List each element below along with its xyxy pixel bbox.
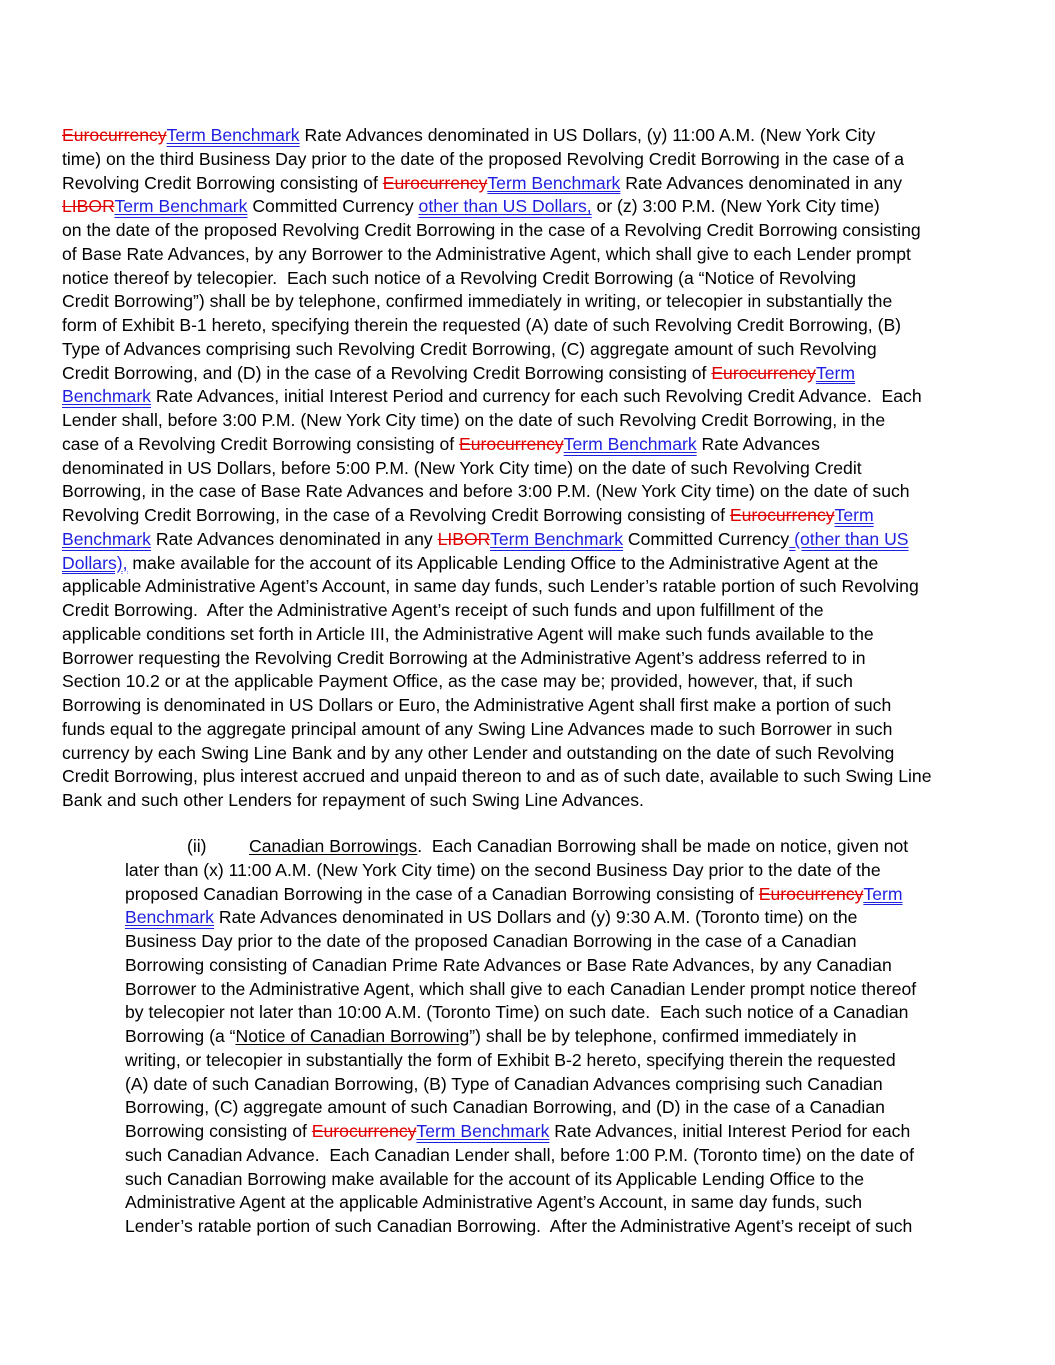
text-run: Administrative Agent at the applicable Administrative Agent’s Account, in same day funds, such [125,1192,863,1213]
deleted-text: LIBOR [437,528,491,549]
deleted-text: Eurocurrency [382,172,488,193]
underlined-heading: Notice of Canadian Borrowing [235,1026,470,1046]
text-run: such Canadian Advance. Each Canadian Lender shall, before 1:00 P.M. (Toronto time) on the date of [125,1144,914,1165]
inserted-text[interactable]: Term Benchmark [563,433,697,454]
text-run: of Base Rate Advances, by any Borrower to the Administrative Agent, which shall give to each Lender prompt [62,243,911,264]
text-line [125,1001,916,1025]
text-line [125,906,916,930]
text-line [62,718,931,742]
text-run: Lender shall, before 3:00 P.M. (New York City time) on the date of such Revolving Credit Borrowing, in the [62,410,886,430]
text-line [62,267,931,291]
text-line [125,1144,916,1168]
text-line [125,1215,916,1239]
inserted-text[interactable]: Term Benchmark [166,125,300,145]
inserted-text[interactable]: Term [863,883,903,904]
text-run: notice thereof by telecopier. Each such notice of a Revolving Credit Borrowing (a “Notice of Revolving [62,267,857,288]
inserted-text[interactable]: other than US Dollars, [418,196,592,217]
text-line [125,883,916,907]
text-run: Type of Advances comprising such Revolving Credit Borrowing, (C) aggregate amount of such Revolving [62,338,877,359]
text-run: (A) date of such Canadian Borrowing, (B) Type of Canadian Advances comprising such Canadian [125,1073,883,1094]
text-line [62,789,931,813]
text-line [125,954,916,978]
inserted-text[interactable]: Term [815,362,856,383]
text-run: writing, or telecopier in substantially the form of Exhibit B-2 hereto, specifying therein the requested [125,1049,896,1070]
text-line [62,765,931,789]
text-run: Rate Advances [696,433,820,454]
paragraph-revolving-credit-borrowing [62,124,931,813]
text-line [62,338,931,362]
text-line [62,148,931,172]
text-run: Lender’s ratable portion of such Canadian Borrowing. After the Administrative Agent’s receipt of such [125,1216,913,1236]
inserted-text[interactable]: Benchmark [125,907,214,928]
text-line [125,1096,916,1120]
text-line [62,623,931,647]
text-line [125,1168,916,1192]
text-line [62,647,931,671]
text-run: such Canadian Borrowing make available for the account of its Applicable Lending Office to the [125,1168,865,1189]
deleted-text: LIBOR [62,196,115,217]
text-run: Rate Advances, initial Interest Period for each [549,1121,911,1141]
text-run: Borrowing consisting of [125,1121,312,1141]
text-run: time) on the third Business Day prior to the date of the proposed Revolving Credit Borrowing in the case of a [62,148,905,169]
text-line [62,575,931,599]
text-run: case of a Revolving Credit Borrowing consisting of [62,433,460,454]
text-run: Borrowing, in the case of Base Rate Advances and before 3:00 P.M. (New York City time) on the date of such [62,481,910,502]
inserted-text[interactable]: (other than US [789,528,909,549]
text-run: Bank and such other Lenders for repayment of such Swing Line Advances. [62,790,644,810]
deleted-text: Eurocurrency [62,125,167,145]
text-run: Borrower requesting the Revolving Credit Borrowing at the Administrative Agent’s address referred to in [62,647,866,668]
text-line [62,742,931,766]
text-run: make available for the account of its Applicable Lending Office to the Administrative Agent at the [127,552,879,573]
text-run: Borrowing (a “ [125,1026,236,1046]
text-line [62,670,931,694]
text-run: Revolving Credit Borrowing consisting of [62,172,383,193]
text-run: by telecopier not later than 10:00 A.M. (Toronto Time) on such date. Each such notice of a Canadian [125,1002,909,1023]
text-line [125,930,916,954]
text-line [62,409,931,433]
text-run: Borrower to the Administrative Agent, which shall give to each Canadian Lender prompt notice thereof [125,978,917,999]
text-run: Credit Borrowing, and (D) in the case of a Revolving Credit Borrowing consisting of [62,362,712,383]
text-line [62,124,931,148]
text-line [62,195,931,219]
text-line [125,1073,916,1097]
underlined-heading: Canadian Borrowings [249,836,418,856]
deleted-text: Eurocurrency [459,433,564,454]
inserted-text[interactable]: Term Benchmark [114,196,248,217]
text-run: later than (x) 11:00 A.M. (New York City time) on the second Business Day prior to the date of the [125,859,881,880]
text-run: Rate Advances denominated in any [620,172,903,193]
text-line [62,385,931,409]
inserted-text[interactable]: Dollars), [62,552,128,573]
text-line [62,172,931,196]
text-line [62,599,931,623]
inserted-text[interactable]: Term Benchmark [490,528,624,549]
text-line [62,457,931,481]
text-run: Revolving Credit Borrowing, in the case of a Revolving Credit Borrowing consisting of [62,505,730,525]
deleted-text: Eurocurrency [311,1121,417,1141]
text-run: or (z) 3:00 P.M. (New York City time) [591,196,880,217]
text-line [125,1191,916,1215]
text-run: Credit Borrowing, plus interest accrued and unpaid thereon to and as of such date, available to such Swing Line [62,766,932,787]
text-line [62,243,931,267]
text-line [125,835,916,859]
text-run: Borrowing consisting of Canadian Prime Rate Advances or Base Rate Advances, by any Canadian [125,954,892,975]
inserted-text[interactable]: Benchmark [62,386,151,407]
deleted-text: Eurocurrency [758,883,864,904]
text-run: . Each Canadian Borrowing shall be made on notice, given not [417,836,909,856]
inserted-text[interactable]: Term Benchmark [487,172,621,193]
text-run: applicable conditions set forth in Article III, the Administrative Agent will make such funds available to the [62,623,874,644]
text-line [125,859,916,883]
text-run: currency by each Swing Line Bank and by any other Lender and outstanding on the date of such Revolving [62,742,895,763]
text-run: Rate Advances denominated in US Dollars and (y) 9:30 A.M. (Toronto time) on the [213,907,858,928]
text-run: form of Exhibit B-1 hereto, specifying therein the requested (A) date of such Revolving Credit Borrowing, (B) [62,315,902,335]
text-run: Credit Borrowing. After the Administrative Agent’s receipt of such funds and upon fulfillment of the [62,600,824,620]
text-run: Rate Advances, initial Interest Period and currency for each such Revolving Credit Advance. Each [150,386,922,407]
text-run: funds equal to the aggregate principal amount of any Swing Line Advances made to such Borrower in such [62,718,893,739]
text-line [125,1025,916,1049]
text-run: proposed Canadian Borrowing in the case of a Canadian Borrowing consisting of [125,883,759,904]
inserted-text[interactable]: Term Benchmark [416,1121,550,1141]
text-run: on the date of the proposed Revolving Credit Borrowing in the case of a Revolving Credit Borrowing consisting [62,220,921,240]
text-run: ”) shall be by telephone, confirmed immediately in [469,1026,857,1046]
deleted-text: Eurocurrency [711,362,816,383]
text-line [62,694,931,718]
text-line [62,552,931,576]
text-line [62,290,931,314]
text-line [125,1120,916,1144]
text-run: Business Day prior to the date of the proposed Canadian Borrowing in the case of a Canadian [125,931,857,951]
text-run: Borrowing, (C) aggregate amount of such Canadian Borrowing, and (D) in the case of a Canadian [125,1097,885,1118]
text-line [62,219,931,243]
text-run: Credit Borrowing”) shall be by telephone, confirmed immediately in writing, or telecopier in substantially the [62,291,893,312]
text-line [125,978,916,1002]
deleted-text: Eurocurrency [729,505,835,525]
clause-number: (ii) [187,836,207,856]
text-run: Committed Currency [623,528,790,549]
text-line [62,362,931,386]
text-line [62,480,931,504]
inserted-text[interactable]: Benchmark [62,528,151,549]
text-run: Borrowing is denominated in US Dollars or Euro, the Administrative Agent shall first make a portion of such [62,695,892,715]
text-run: Committed Currency [247,196,419,217]
text-run: Rate Advances denominated in US Dollars, (y) 11:00 A.M. (New York City [299,125,876,145]
text-run: applicable Administrative Agent’s Account, in same day funds, such Lender’s ratable portion of such Revolving [62,576,919,597]
text-line [62,504,931,528]
text-line [62,433,931,457]
inserted-text[interactable]: Term [834,505,874,525]
text-run: Rate Advances denominated in any [150,528,438,549]
text-line [62,314,931,338]
paragraph-canadian-borrowings [125,835,916,1239]
text-line [125,1049,916,1073]
text-line [62,528,931,552]
text-run: denominated in US Dollars, before 5:00 P.M. (New York City time) on the date of such Revolving Credit [62,457,862,478]
text-run: Section 10.2 or at the applicable Payment Office, as the case may be; provided, however, that, if such [62,671,853,692]
